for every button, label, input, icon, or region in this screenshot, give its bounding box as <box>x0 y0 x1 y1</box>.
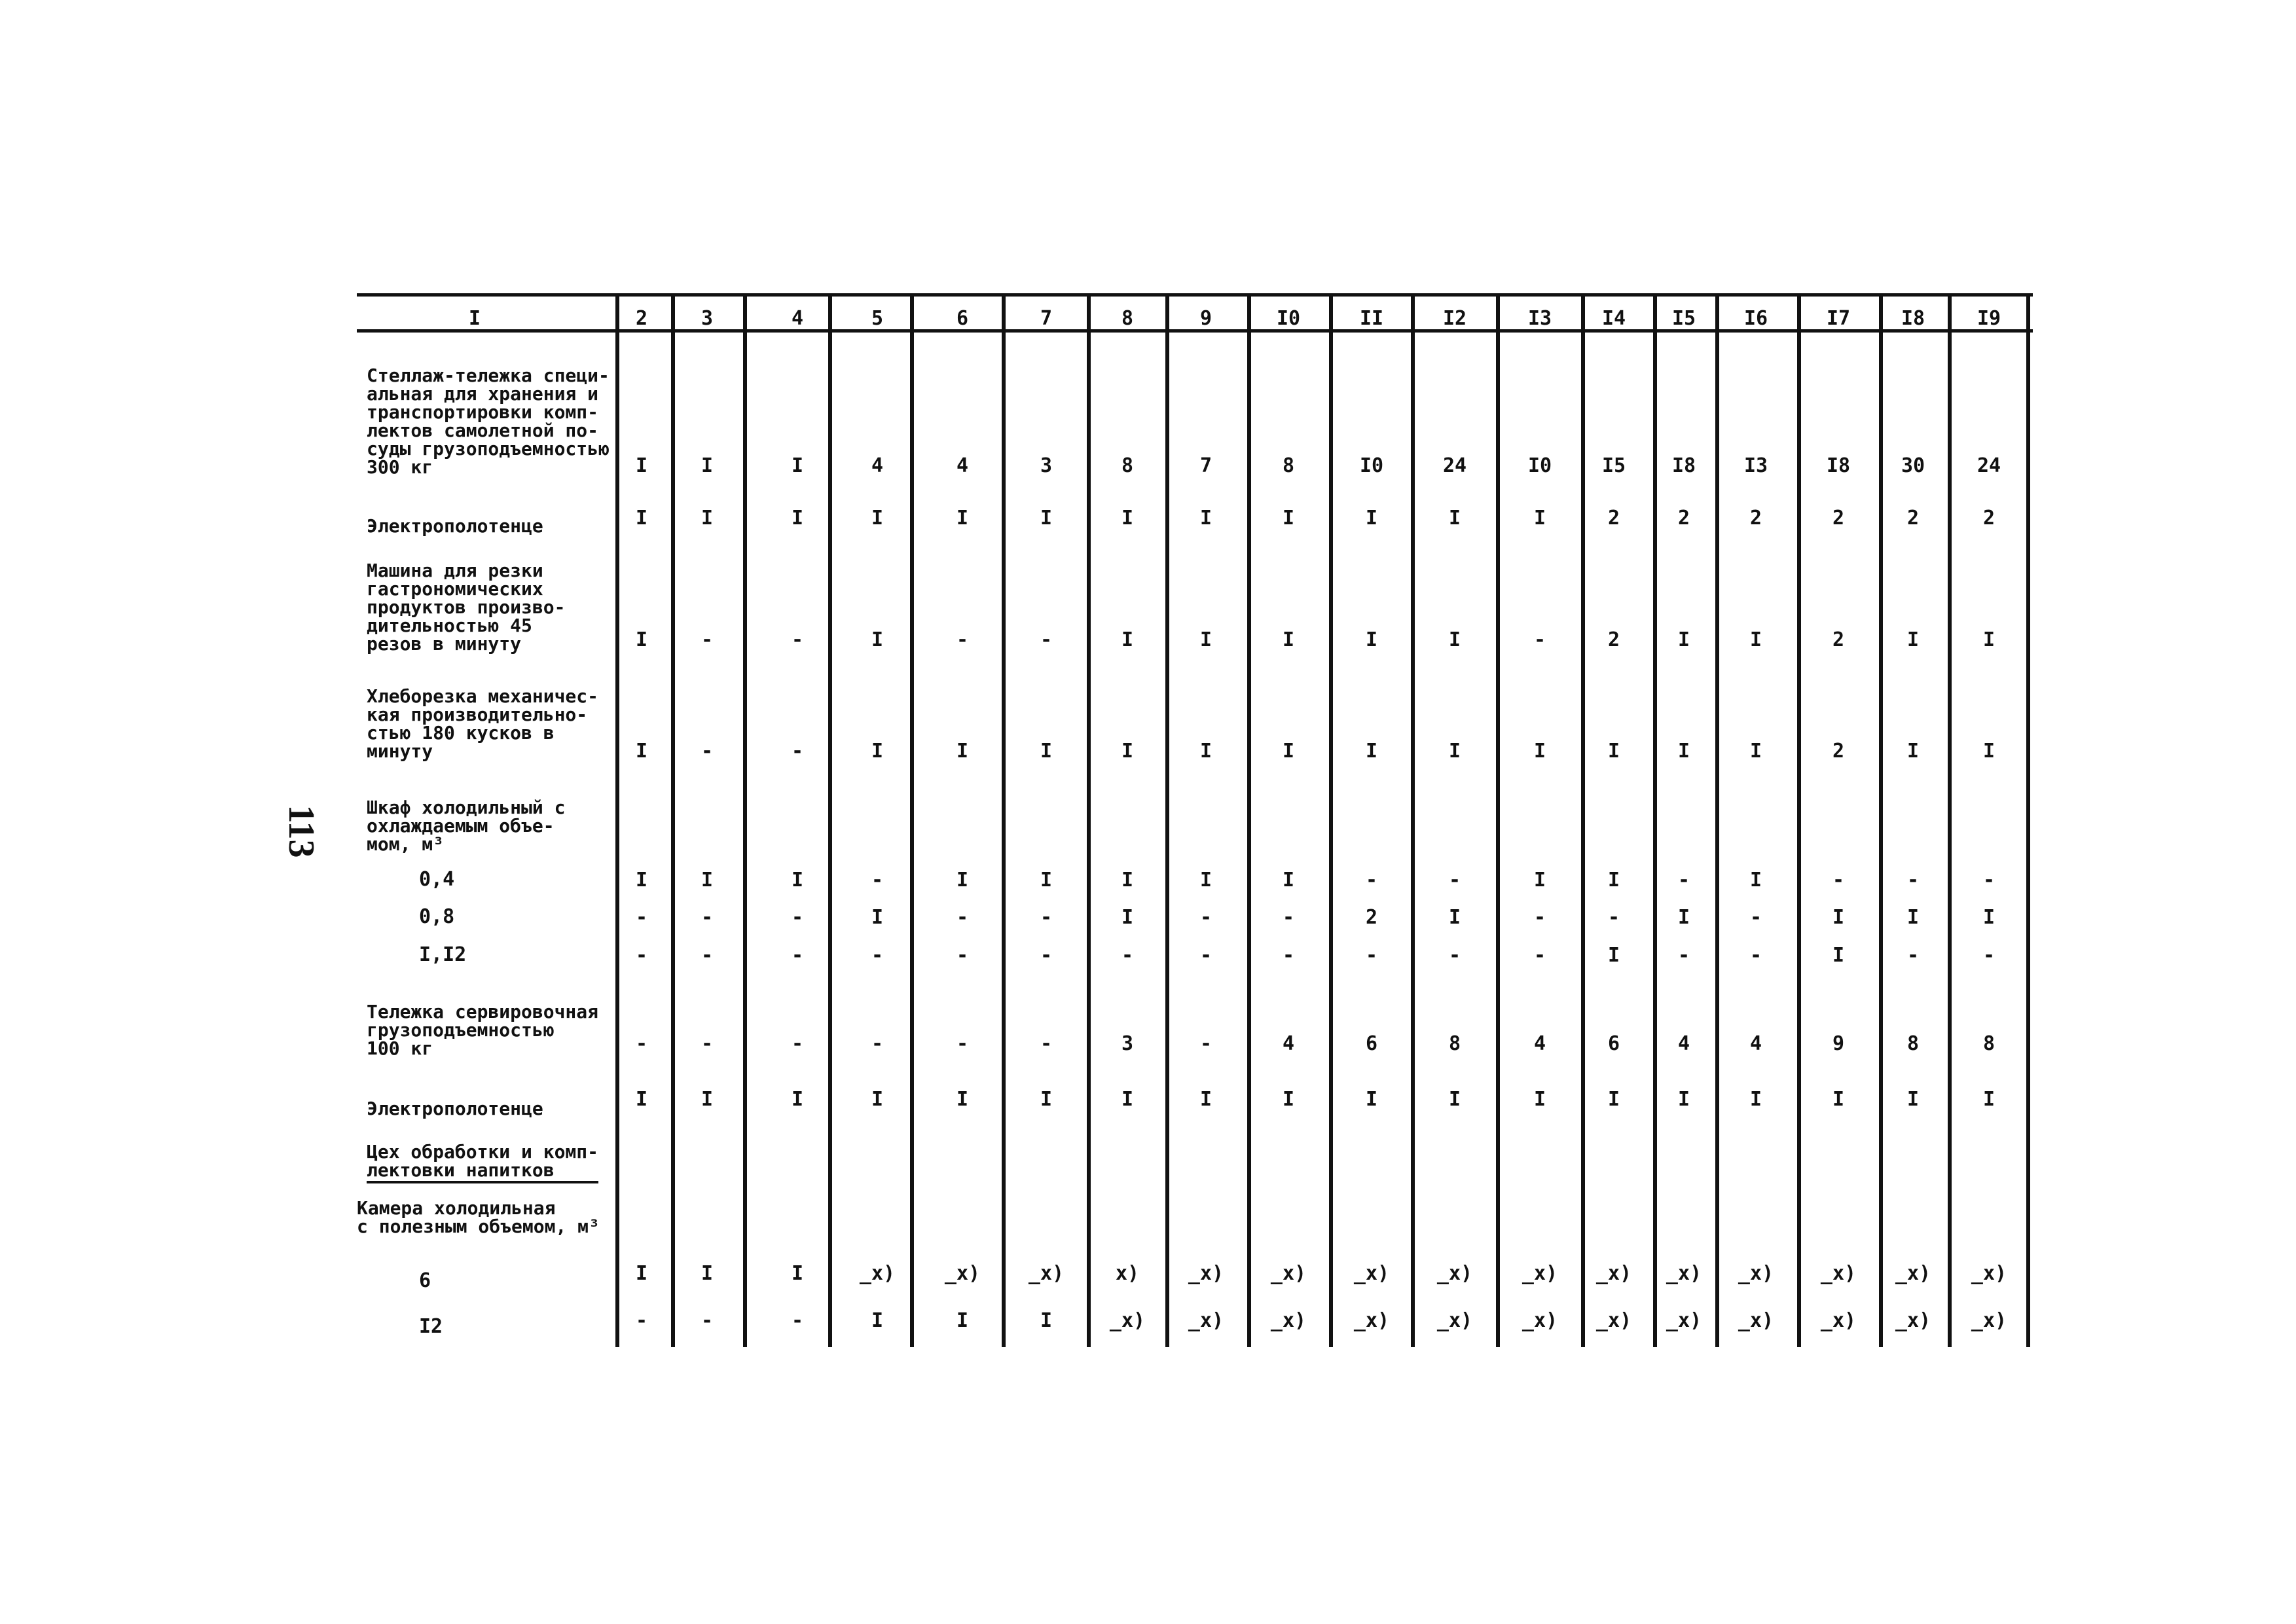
header-cell: I9 <box>1977 307 2001 330</box>
table-cell: I <box>1607 740 1620 763</box>
table-cell: I3 <box>1743 454 1768 477</box>
column-rule <box>615 293 619 1347</box>
table-cell: 7 <box>1199 454 1212 477</box>
table-cell: - <box>635 944 648 967</box>
table-cell: - <box>1982 944 1995 967</box>
table-cell: 6 <box>1607 1032 1620 1055</box>
table-cell: I <box>1906 1088 1920 1111</box>
table-cell: - <box>956 906 969 929</box>
table-cell: - <box>1040 628 1053 651</box>
table-cell: 2 <box>1607 507 1620 530</box>
table-cell: _x) <box>1971 1262 2007 1285</box>
table-cell: I <box>1749 628 1762 651</box>
table-cell: 4 <box>1533 1032 1546 1055</box>
row-label: Электрополотенце <box>367 515 543 537</box>
column-rule <box>1165 293 1169 1347</box>
table-cell: - <box>1533 906 1546 929</box>
row-label: Электрополотенце <box>367 1098 543 1119</box>
header-cell: I8 <box>1901 307 1925 330</box>
table-cell: I0 <box>1359 454 1384 477</box>
row-label: Шкаф холодильный с охлаждаемым объе- мом, м³ <box>367 797 566 855</box>
table-cell: _x) <box>1820 1309 1857 1332</box>
table-cell: - <box>1906 944 1920 967</box>
column-rule <box>1581 293 1585 1347</box>
table-cell: I <box>1607 869 1620 892</box>
column-rule <box>910 293 914 1347</box>
table-cell: _x) <box>1522 1309 1558 1332</box>
table-cell: I <box>956 740 969 763</box>
row-sublabel: I,I2 <box>419 943 467 966</box>
table-cell: _x) <box>1436 1262 1473 1285</box>
table-cell: 2 <box>1982 507 1995 530</box>
table-cell: 2 <box>1832 740 1845 763</box>
table-cell: _x) <box>1895 1309 1931 1332</box>
table-cell: I <box>956 1309 969 1332</box>
header-cell: I7 <box>1826 307 1851 330</box>
table-cell: 3 <box>1121 1032 1134 1055</box>
table-cell: _x) <box>1353 1309 1390 1332</box>
table-cell: _x) <box>1188 1262 1224 1285</box>
table-cell: 4 <box>871 454 884 477</box>
table-cell: I <box>635 454 648 477</box>
table-cell: I <box>1365 1088 1378 1111</box>
table-cell: I <box>1607 944 1620 967</box>
row-label: Тележка сервировочная грузоподъемностью 100 кг <box>367 1001 599 1059</box>
table-cell: _x) <box>1971 1309 2007 1332</box>
table-cell: I <box>1749 1088 1762 1111</box>
table-cell: I <box>1533 869 1546 892</box>
table-cell: - <box>1199 1032 1212 1055</box>
table-cell: _x) <box>1188 1309 1224 1332</box>
table-cell: 24 <box>1977 454 2001 477</box>
table-cell: I <box>635 869 648 892</box>
table-cell: 24 <box>1442 454 1467 477</box>
table-cell: I <box>1121 869 1134 892</box>
table-cell: - <box>1199 906 1212 929</box>
table-cell: - <box>1607 906 1620 929</box>
table-cell: I <box>1121 628 1134 651</box>
table-cell: - <box>871 1032 884 1055</box>
table-cell: I <box>1906 628 1920 651</box>
table-cell: I <box>1199 740 1212 763</box>
table-cell: I8 <box>1671 454 1696 477</box>
column-rule <box>1948 293 1952 1347</box>
header-cell: I0 <box>1276 307 1301 330</box>
table-cell: - <box>1677 944 1690 967</box>
table-cell: - <box>956 628 969 651</box>
table-cell: - <box>1982 869 1995 892</box>
table-cell: I <box>701 869 714 892</box>
table-cell: I <box>871 906 884 929</box>
table-cell: I <box>956 507 969 530</box>
table-cell: _x) <box>859 1262 896 1285</box>
table-cell: I <box>1677 1088 1690 1111</box>
table-cell: I <box>1533 1088 1546 1111</box>
table-cell: I <box>1365 628 1378 651</box>
table-cell: _x) <box>944 1262 981 1285</box>
table-cell: I <box>1906 740 1920 763</box>
table-cell: I <box>1282 1088 1295 1111</box>
table-cell: _x) <box>1895 1262 1931 1285</box>
table-cell: x) <box>1115 1262 1140 1285</box>
table-cell: 3 <box>1040 454 1053 477</box>
table-cell: 8 <box>1906 1032 1920 1055</box>
table-cell: I <box>956 1088 969 1111</box>
top-rule <box>357 293 2033 297</box>
table-cell: - <box>1832 869 1845 892</box>
header-cell: 7 <box>1040 307 1053 330</box>
column-rule <box>1715 293 1719 1347</box>
table-cell: - <box>1677 869 1690 892</box>
column-rule <box>1247 293 1251 1347</box>
table-cell: _x) <box>1522 1262 1558 1285</box>
table-cell: I <box>1282 869 1295 892</box>
page-number: 113 <box>281 804 321 858</box>
equipment-table <box>357 293 2033 1347</box>
table-cell: 30 <box>1901 454 1925 477</box>
table-cell: I <box>1832 1088 1845 1111</box>
row-label: Камера холодильная с полезным объемом, м³ <box>357 1197 600 1237</box>
table-cell: - <box>1365 944 1378 967</box>
table-cell: I <box>791 1262 804 1285</box>
table-cell: 9 <box>1832 1032 1845 1055</box>
header-cell: 2 <box>635 307 648 330</box>
table-cell: I <box>1365 740 1378 763</box>
table-cell: 6 <box>1365 1032 1378 1055</box>
table-cell: I <box>1533 507 1546 530</box>
table-cell: _x) <box>1595 1309 1632 1332</box>
row-label: Хлеборезка механичес- кая производительно- стью 180 кусков в минуту <box>367 685 599 762</box>
table-cell: I <box>871 740 884 763</box>
table-cell: 4 <box>956 454 969 477</box>
table-cell: - <box>635 1309 648 1332</box>
table-cell: I <box>635 628 648 651</box>
column-rule <box>743 293 747 1347</box>
table-cell: 4 <box>1677 1032 1690 1055</box>
table-cell: - <box>871 944 884 967</box>
table-cell: I <box>791 454 804 477</box>
table-cell: I <box>701 507 714 530</box>
table-cell: _x) <box>1436 1309 1473 1332</box>
table-cell: I <box>791 507 804 530</box>
table-cell: - <box>701 628 714 651</box>
table-cell: I <box>635 1262 648 1285</box>
column-rule <box>1329 293 1333 1347</box>
table-cell: I <box>1832 944 1845 967</box>
table-cell: _x) <box>1028 1262 1065 1285</box>
table-cell: - <box>791 1309 804 1332</box>
table-cell: I5 <box>1601 454 1626 477</box>
table-cell: I <box>1982 628 1995 651</box>
table-cell: I <box>1677 906 1690 929</box>
table-cell: - <box>1448 944 1461 967</box>
table-cell: - <box>871 869 884 892</box>
table-cell: I <box>1040 740 1053 763</box>
table-cell: 2 <box>1832 628 1845 651</box>
column-rule <box>1411 293 1415 1347</box>
table-cell: I <box>701 1262 714 1285</box>
table-cell: I <box>1677 740 1690 763</box>
table-cell: - <box>701 906 714 929</box>
header-cell: I6 <box>1743 307 1768 330</box>
table-cell: - <box>635 1032 648 1055</box>
header-cell: I <box>468 307 481 330</box>
header-cell: I4 <box>1601 307 1626 330</box>
table-cell: 2 <box>1365 906 1378 929</box>
table-cell: I <box>1448 1088 1461 1111</box>
table-cell: I <box>1533 740 1546 763</box>
table-cell: I <box>1040 869 1053 892</box>
table-cell: I <box>1749 740 1762 763</box>
table-cell: I <box>1365 507 1378 530</box>
table-cell: I <box>635 507 648 530</box>
column-rule <box>671 293 675 1347</box>
header-cell: I5 <box>1671 307 1696 330</box>
table-cell: I <box>635 740 648 763</box>
table-cell: 4 <box>1282 1032 1295 1055</box>
table-cell: - <box>1906 869 1920 892</box>
table-cell: - <box>635 906 648 929</box>
table-cell: I8 <box>1826 454 1851 477</box>
table-cell: I <box>871 628 884 651</box>
table-cell: _x) <box>1595 1262 1632 1285</box>
table-cell: 8 <box>1448 1032 1461 1055</box>
table-cell: I <box>1040 1088 1053 1111</box>
header-cell: I2 <box>1442 307 1467 330</box>
table-cell: I <box>1448 628 1461 651</box>
table-cell: I <box>1282 628 1295 651</box>
table-cell: I <box>1121 740 1134 763</box>
header-cell: 9 <box>1199 307 1212 330</box>
table-cell: _x) <box>1109 1309 1146 1332</box>
table-cell: - <box>791 1032 804 1055</box>
table-cell: I <box>635 1088 648 1111</box>
table-cell: I <box>701 454 714 477</box>
table-cell: I0 <box>1527 454 1552 477</box>
table-cell: I <box>701 1088 714 1111</box>
table-cell: I <box>1982 740 1995 763</box>
table-cell: - <box>701 944 714 967</box>
column-rule <box>1879 293 1883 1347</box>
table-cell: 2 <box>1749 507 1762 530</box>
table-cell: I <box>871 1088 884 1111</box>
table-cell: - <box>1533 628 1546 651</box>
table-cell: - <box>791 944 804 967</box>
table-cell: - <box>1040 1032 1053 1055</box>
table-cell: _x) <box>1353 1262 1390 1285</box>
table-cell: I <box>1282 740 1295 763</box>
table-cell: - <box>791 628 804 651</box>
table-cell: - <box>701 1309 714 1332</box>
table-cell: _x) <box>1270 1262 1307 1285</box>
table-cell: I <box>1199 869 1212 892</box>
header-cell: 4 <box>791 307 804 330</box>
table-cell: I <box>791 869 804 892</box>
header-cell: 3 <box>701 307 714 330</box>
table-cell: 2 <box>1906 507 1920 530</box>
table-cell: - <box>791 906 804 929</box>
table-cell: I <box>1448 906 1461 929</box>
table-cell: - <box>956 944 969 967</box>
column-rule <box>828 293 832 1347</box>
table-cell: I <box>1448 740 1461 763</box>
table-cell: 8 <box>1121 454 1134 477</box>
column-rule <box>1087 293 1091 1347</box>
table-cell: I <box>1199 628 1212 651</box>
column-rule <box>1496 293 1500 1347</box>
table-cell: - <box>791 740 804 763</box>
table-cell: I <box>956 869 969 892</box>
table-cell: I <box>1906 906 1920 929</box>
table-cell: I <box>871 1309 884 1332</box>
table-cell: I <box>1677 628 1690 651</box>
table-cell: I <box>1199 507 1212 530</box>
row-sublabel: I2 <box>419 1315 443 1338</box>
table-cell: I <box>1040 507 1053 530</box>
header-cell: I3 <box>1527 307 1552 330</box>
table-cell: - <box>1749 944 1762 967</box>
table-cell: I <box>791 1088 804 1111</box>
table-cell: I <box>1607 1088 1620 1111</box>
table-cell: I <box>1749 869 1762 892</box>
table-cell: - <box>1121 944 1134 967</box>
row-sublabel: 0,8 <box>419 905 455 928</box>
table-cell: 2 <box>1607 628 1620 651</box>
table-cell: _x) <box>1666 1262 1702 1285</box>
row-sublabel: 6 <box>419 1269 431 1292</box>
table-cell: - <box>1040 944 1053 967</box>
table-cell: I <box>1282 507 1295 530</box>
table-cell: - <box>1533 944 1546 967</box>
column-rule <box>2026 293 2030 1347</box>
table-cell: - <box>1448 869 1461 892</box>
section-heading: Цех обработки и комп- лектовки напитков <box>367 1143 598 1183</box>
table-cell: - <box>701 740 714 763</box>
table-cell: _x) <box>1820 1262 1857 1285</box>
table-cell: I <box>1832 906 1845 929</box>
table-cell: _x) <box>1738 1262 1774 1285</box>
table-cell: I <box>1982 906 1995 929</box>
table-cell: - <box>1040 906 1053 929</box>
table-cell: 8 <box>1282 454 1295 477</box>
table-cell: - <box>956 1032 969 1055</box>
row-label: Стеллаж-тележка специ- альная для хранения и транспортировки комп- лектов самолетной по- суды грузоподъемностью 300 кг <box>367 365 610 478</box>
table-cell: I <box>1199 1088 1212 1111</box>
table-cell: _x) <box>1666 1309 1702 1332</box>
table-cell: - <box>701 1032 714 1055</box>
column-rule <box>1002 293 1006 1347</box>
table-cell: 8 <box>1982 1032 1995 1055</box>
header-cell: II <box>1359 307 1384 330</box>
table-cell: 2 <box>1677 507 1690 530</box>
table-cell: I <box>1982 1088 1995 1111</box>
table-cell: I <box>871 507 884 530</box>
header-cell: 6 <box>956 307 969 330</box>
table-cell: - <box>1282 944 1295 967</box>
row-sublabel: 0,4 <box>419 868 455 891</box>
table-cell: I <box>1040 1309 1053 1332</box>
table-cell: - <box>1749 906 1762 929</box>
table-cell: I <box>1448 507 1461 530</box>
header-cell: 5 <box>871 307 884 330</box>
header-cell: 8 <box>1121 307 1134 330</box>
row-label: Машина для резки гастрономических продуктов произво- дительностью 45 резов в минуту <box>367 560 566 655</box>
table-cell: _x) <box>1738 1309 1774 1332</box>
table-cell: - <box>1282 906 1295 929</box>
table-cell: 4 <box>1749 1032 1762 1055</box>
table-cell: _x) <box>1270 1309 1307 1332</box>
column-rule <box>1653 293 1657 1347</box>
table-cell: I <box>1121 906 1134 929</box>
table-cell: 2 <box>1832 507 1845 530</box>
table-cell: - <box>1365 869 1378 892</box>
table-cell: I <box>1121 1088 1134 1111</box>
table-cell: - <box>1199 944 1212 967</box>
column-rule <box>1797 293 1801 1347</box>
table-cell: I <box>1121 507 1134 530</box>
